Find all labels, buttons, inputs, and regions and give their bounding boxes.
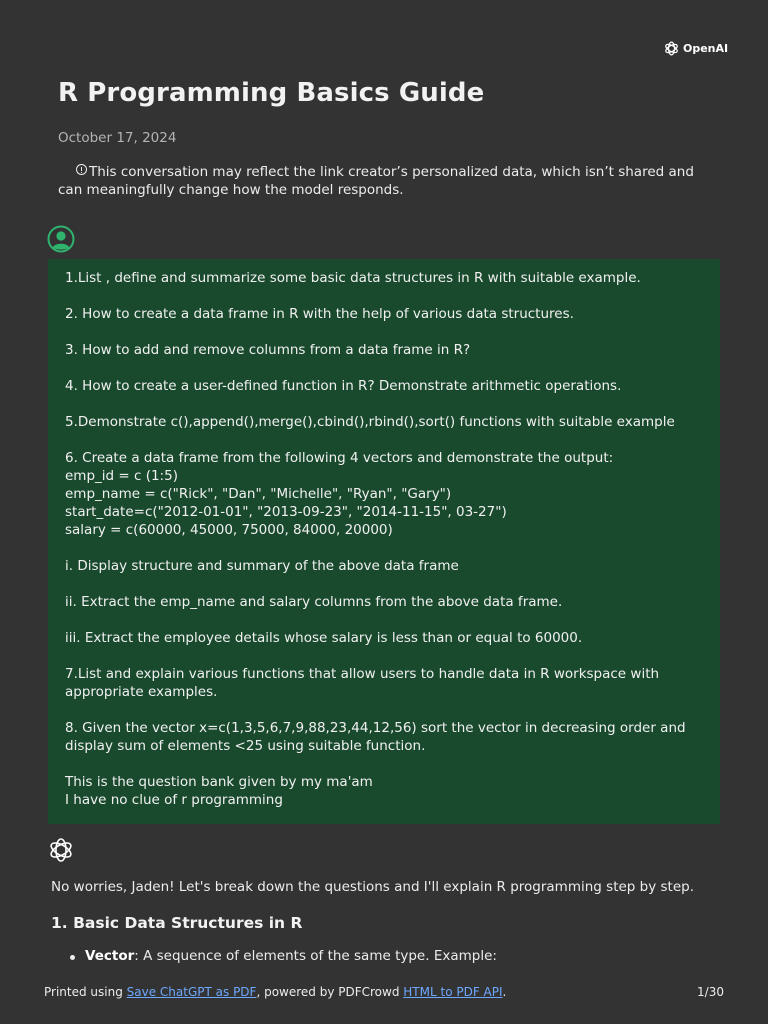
conversation-date: October 17, 2024 <box>58 130 177 146</box>
page-number: 1/30 <box>697 985 724 999</box>
section-heading: 1. Basic Data Structures in R <box>51 914 303 932</box>
disclaimer-text: This conversation may reflect the link creator’s personalized data, which isn’t shared and can meaningfully change how the model responds. <box>58 164 694 198</box>
page-title: R Programming Basics Guide <box>58 78 485 108</box>
footer-suffix: . <box>502 985 507 999</box>
save-chatgpt-as-pdf-link[interactable]: Save ChatGPT as PDF <box>126 985 257 999</box>
bullet-term: Vector <box>85 948 135 964</box>
user-paragraph: 1.List , define and summarize some basic data structures in R with suitable example. <box>65 270 641 286</box>
disclaimer <box>58 163 708 199</box>
user-paragraph: 4. How to create a user-defined function in R? Demonstrate arithmetic operations. <box>65 378 622 394</box>
bullet-text: : A sequence of elements of the same type. Example: <box>134 948 497 964</box>
html-to-pdf-api-link[interactable]: HTML to PDF API <box>403 985 503 999</box>
assistant-avatar-icon <box>47 836 75 864</box>
user-avatar-icon <box>47 225 75 253</box>
brand-name: OpenAI <box>683 42 729 55</box>
openai-logo-icon <box>663 40 680 57</box>
info-icon <box>76 164 87 175</box>
user-paragraph: 3. How to add and remove columns from a data frame in R? <box>65 342 471 358</box>
list-item <box>70 948 497 964</box>
user-paragraph: 6. Create a data frame from the following 4 vectors and demonstrate the output: emp_id = c (1:5) emp_name = c("Rick", "Dan", "Michelle", "Ryan", "Gary") start_date=c("2012-01-01", "2013-09-23", "2014-11-15", 03-27") salary = c(60000, 45000, 75000, 84000, 20000) <box>65 450 614 538</box>
user-paragraph: ii. Extract the emp_name and salary columns from the above data frame. <box>65 594 563 610</box>
user-message <box>48 259 720 824</box>
user-paragraph: i. Display structure and summary of the above data frame <box>65 558 459 574</box>
user-paragraph: 7.List and explain various functions that allow users to handle data in R workspace with appropriate examples. <box>65 666 660 700</box>
footer-middle: , powered by PDFCrowd <box>256 985 404 999</box>
footer <box>44 985 724 999</box>
footer-prefix: Printed using <box>44 985 127 999</box>
assistant-intro: No worries, Jaden! Let's break down the questions and I'll explain R programming step by step. <box>51 879 694 895</box>
user-paragraph: 2. How to create a data frame in R with the help of various data structures. <box>65 306 574 322</box>
user-paragraph: iii. Extract the employee details whose salary is less than or equal to 60000. <box>65 630 583 646</box>
user-paragraph: 5.Demonstrate c(),append(),merge(),cbind(),rbind(),sort() functions with suitable example <box>65 414 675 430</box>
user-paragraph: This is the question bank given by my ma'am I have no clue of r programming <box>65 774 373 808</box>
user-paragraph: 8. Given the vector x=c(1,3,5,6,7,9,88,23,44,12,56) sort the vector in decreasing order and display sum of elements <25 using suitable function. <box>65 720 686 754</box>
brand-logo <box>663 40 728 57</box>
